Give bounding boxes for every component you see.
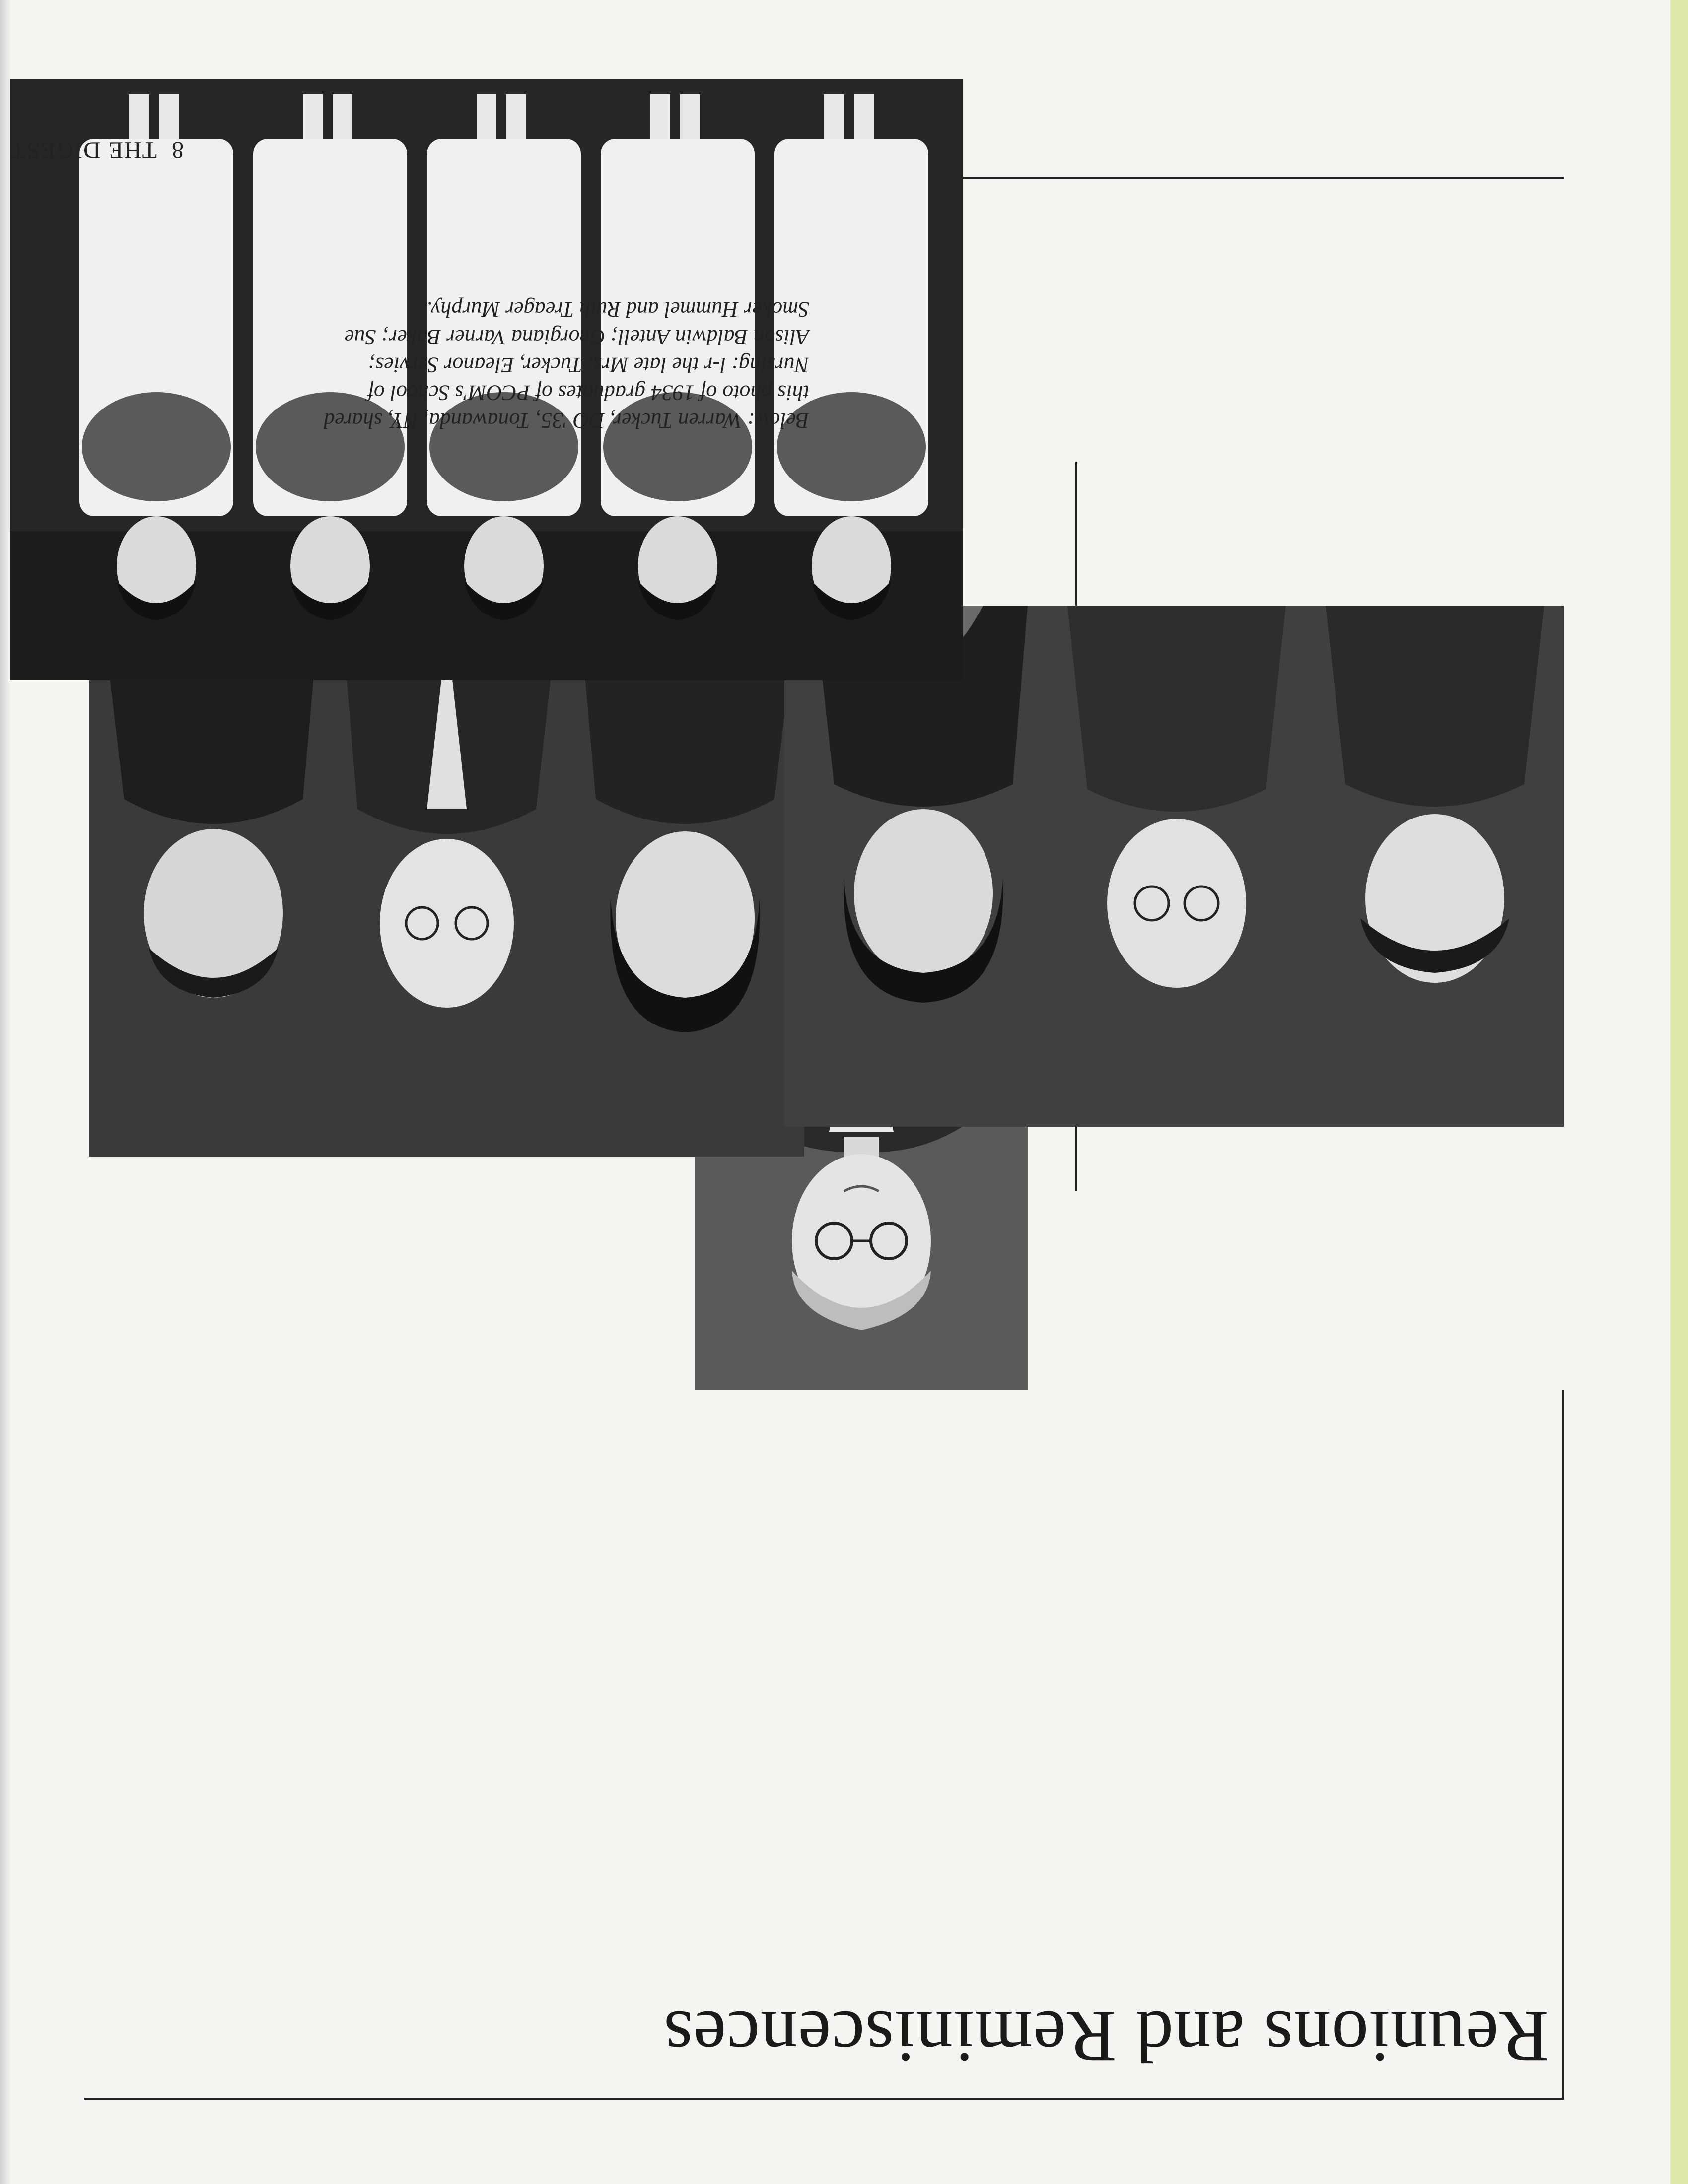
left-column-rule	[1562, 1390, 1564, 2100]
caption-nursing-graduates: Below: Warren Tucker, DO '35, Tonawanda, NY, shared this photo of 1934 graduates of PCOM's School of Nursing: l-r the late Mrs. Tucker, Eleanor Servies; Alison Baldwin Antell; Georgiana Varner Baker; Sue Smoker Hummel and Ruth Treager Murphy.	[324, 297, 809, 433]
page-title: Reunions and Reminiscences	[663, 1995, 1549, 2078]
top-rule	[84, 2098, 1564, 2100]
photo-graduation-celebration	[784, 606, 1564, 1127]
photo-platt-family	[89, 630, 804, 1157]
publication-name: THE DIGEST	[10, 137, 157, 163]
page-footer	[0, 136, 184, 164]
page-edge-shadow	[0, 0, 11, 2184]
page-number: 8	[171, 137, 184, 163]
page-edge-tint	[1670, 0, 1688, 2184]
